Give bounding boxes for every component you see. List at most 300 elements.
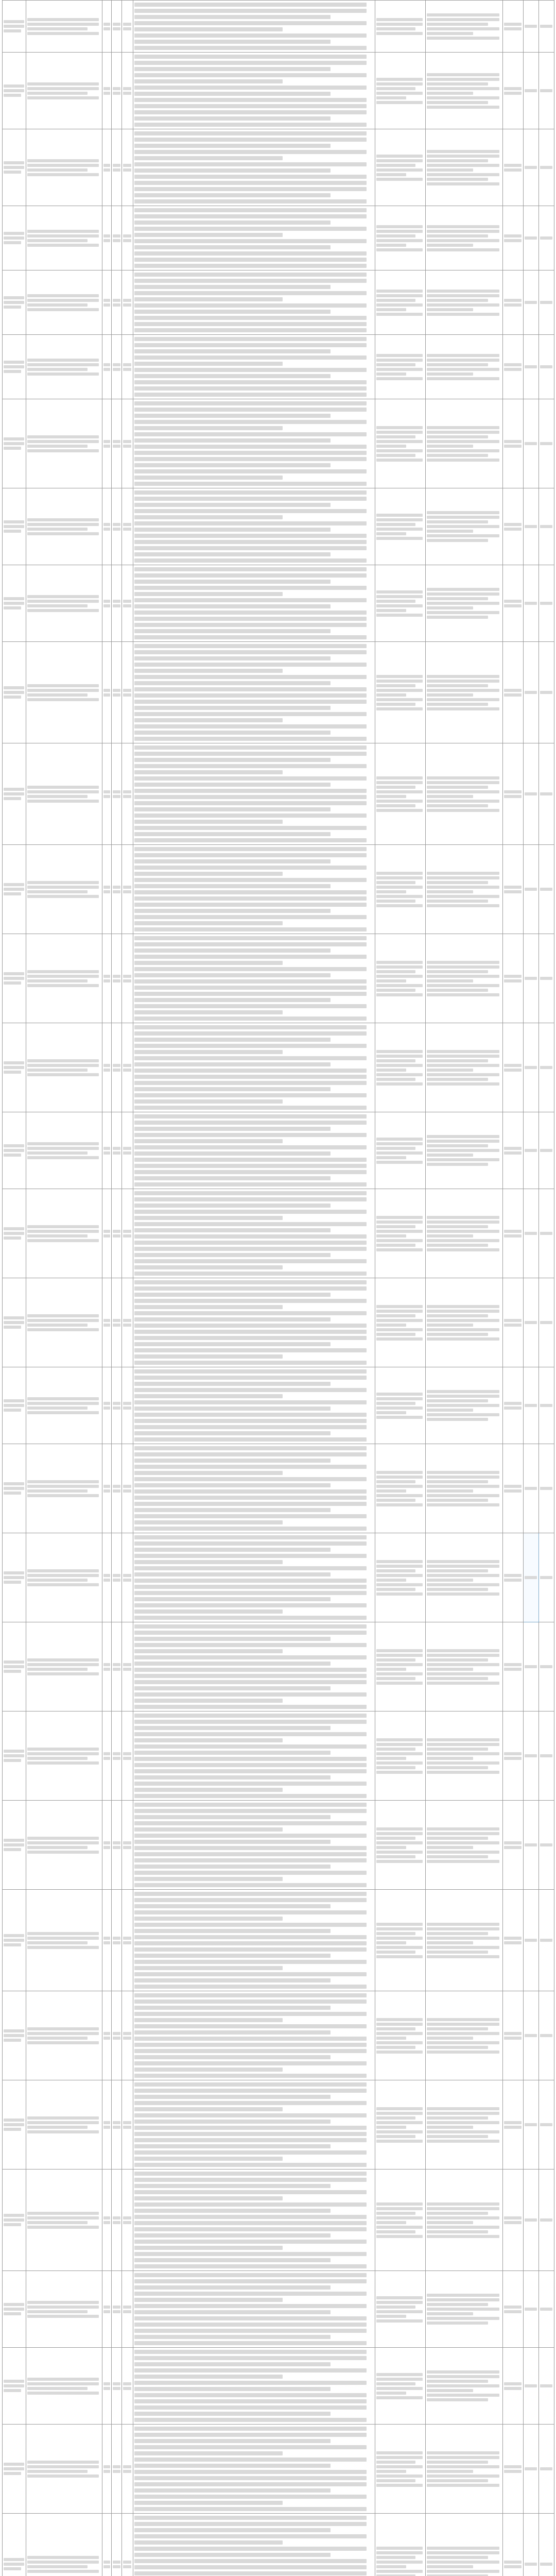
row-basis-cell [375, 2080, 426, 2170]
row-extra-cell [539, 565, 554, 642]
table-row [3, 2271, 554, 2348]
row-dept-cell [112, 565, 122, 642]
row-remark-cell [524, 2271, 539, 2348]
row-extra-cell [539, 53, 554, 129]
row-type-cell [122, 1189, 133, 1278]
row-dept-cell [112, 642, 122, 743]
row-type-cell [122, 1023, 133, 1112]
row-item-cell [26, 1711, 102, 1801]
row-extra-cell [539, 270, 554, 335]
row-code-cell [3, 1622, 26, 1711]
row-remark-cell [524, 488, 539, 565]
row-unit-cell [503, 1189, 524, 1278]
row-basis-cell [375, 1801, 426, 1890]
row-unit-cell [503, 845, 524, 934]
row-remark-cell [524, 2080, 539, 2170]
row-unit-cell [503, 2425, 524, 2514]
table-row [3, 399, 554, 488]
row-body-cell [133, 1801, 375, 1890]
row-body-cell [133, 1367, 375, 1444]
row-dept-cell [112, 2425, 122, 2514]
row-type-cell [122, 399, 133, 488]
row-unit-cell [503, 565, 524, 642]
row-extra-cell [539, 1991, 554, 2080]
row-type-cell [122, 53, 133, 129]
row-body-cell [133, 206, 375, 270]
row-unit-cell [503, 1023, 524, 1112]
table-row [3, 565, 554, 642]
row-type-cell [122, 934, 133, 1023]
table-row [3, 2170, 554, 2271]
row-code-cell [3, 2080, 26, 2170]
row-code-cell [3, 335, 26, 399]
row-item-cell [26, 2080, 102, 2170]
row-item-cell [26, 1991, 102, 2080]
row-code-cell [3, 1991, 26, 2080]
row-remark-cell [524, 2514, 539, 2576]
row-remark-cell [524, 206, 539, 270]
row-extra-cell [539, 2271, 554, 2348]
row-dept-cell [112, 2170, 122, 2271]
row-unit-cell [503, 1367, 524, 1444]
row-item-cell [26, 206, 102, 270]
row-remark-cell [524, 743, 539, 845]
row-sub-cell [102, 565, 112, 642]
row-resp-cell [426, 53, 503, 129]
row-dept-cell [112, 2348, 122, 2425]
row-dept-cell [112, 2514, 122, 2576]
row-dept-cell [112, 1801, 122, 1890]
row-extra-cell [539, 1801, 554, 1890]
row-dept-cell [112, 53, 122, 129]
table-body [3, 1, 554, 2576]
row-code-cell [3, 53, 26, 129]
row-remark-cell [524, 2170, 539, 2271]
row-resp-cell [426, 335, 503, 399]
row-remark-cell [524, 1112, 539, 1189]
row-basis-cell [375, 206, 426, 270]
row-body-cell [133, 335, 375, 399]
row-code-cell [3, 1801, 26, 1890]
table-row [3, 1, 554, 53]
row-remark-cell [524, 2348, 539, 2425]
table-row [3, 2348, 554, 2425]
row-remark-cell [524, 642, 539, 743]
table-row [3, 2080, 554, 2170]
table-row [3, 488, 554, 565]
row-body-cell [133, 1112, 375, 1189]
row-code-cell [3, 1, 26, 53]
row-type-cell [122, 2170, 133, 2271]
row-sub-cell [102, 1533, 112, 1622]
row-unit-cell [503, 335, 524, 399]
row-sub-cell [102, 2425, 112, 2514]
row-type-cell [122, 743, 133, 845]
row-code-cell [3, 845, 26, 934]
row-unit-cell [503, 1991, 524, 2080]
row-dept-cell [112, 399, 122, 488]
row-body-cell [133, 399, 375, 488]
row-dept-cell [112, 1278, 122, 1367]
row-item-cell [26, 1023, 102, 1112]
row-unit-cell [503, 206, 524, 270]
row-type-cell [122, 2514, 133, 2576]
row-extra-cell [539, 845, 554, 934]
row-sub-cell [102, 1711, 112, 1801]
row-code-cell [3, 270, 26, 335]
row-basis-cell [375, 1, 426, 53]
row-basis-cell [375, 1367, 426, 1444]
row-basis-cell [375, 2170, 426, 2271]
row-sub-cell [102, 2080, 112, 2170]
row-basis-cell [375, 1991, 426, 2080]
row-unit-cell [503, 2514, 524, 2576]
row-body-cell [133, 845, 375, 934]
row-code-cell [3, 206, 26, 270]
row-remark-cell [524, 1622, 539, 1711]
table-row [3, 270, 554, 335]
row-resp-cell [426, 1189, 503, 1278]
row-body-cell [133, 2348, 375, 2425]
row-unit-cell [503, 1444, 524, 1533]
row-code-cell [3, 743, 26, 845]
row-extra-cell [539, 1533, 554, 1622]
row-basis-cell [375, 1622, 426, 1711]
row-basis-cell [375, 565, 426, 642]
row-sub-cell [102, 1801, 112, 1890]
row-sub-cell [102, 1, 112, 53]
table-row [3, 642, 554, 743]
row-resp-cell [426, 2348, 503, 2425]
row-extra-cell [539, 2170, 554, 2271]
row-unit-cell [503, 1533, 524, 1622]
row-sub-cell [102, 129, 112, 206]
row-resp-cell [426, 1112, 503, 1189]
row-type-cell [122, 206, 133, 270]
row-extra-cell [539, 399, 554, 488]
row-body-cell [133, 1991, 375, 2080]
row-unit-cell [503, 1112, 524, 1189]
table-row [3, 743, 554, 845]
table-row [3, 1622, 554, 1711]
row-item-cell [26, 1801, 102, 1890]
row-remark-cell [524, 565, 539, 642]
row-type-cell [122, 2271, 133, 2348]
row-basis-cell [375, 1112, 426, 1189]
row-dept-cell [112, 1991, 122, 2080]
row-item-cell [26, 2514, 102, 2576]
row-unit-cell [503, 934, 524, 1023]
row-extra-cell [539, 1023, 554, 1112]
row-resp-cell [426, 206, 503, 270]
row-resp-cell [426, 743, 503, 845]
row-type-cell [122, 1367, 133, 1444]
row-extra-cell [539, 206, 554, 270]
row-code-cell [3, 565, 26, 642]
row-item-cell [26, 2425, 102, 2514]
row-type-cell [122, 488, 133, 565]
row-basis-cell [375, 1711, 426, 1801]
row-sub-cell [102, 1622, 112, 1711]
row-body-cell [133, 1023, 375, 1112]
row-item-cell [26, 270, 102, 335]
row-remark-cell [524, 1278, 539, 1367]
row-type-cell [122, 1, 133, 53]
row-unit-cell [503, 2170, 524, 2271]
row-body-cell [133, 1, 375, 53]
row-resp-cell [426, 1711, 503, 1801]
row-unit-cell [503, 488, 524, 565]
row-body-cell [133, 1278, 375, 1367]
row-basis-cell [375, 2514, 426, 2576]
row-code-cell [3, 1533, 26, 1622]
row-sub-cell [102, 1189, 112, 1278]
row-extra-cell [539, 1367, 554, 1444]
row-sub-cell [102, 206, 112, 270]
row-dept-cell [112, 1367, 122, 1444]
row-type-cell [122, 129, 133, 206]
row-basis-cell [375, 335, 426, 399]
row-resp-cell [426, 2170, 503, 2271]
row-remark-cell [524, 1444, 539, 1533]
row-dept-cell [112, 335, 122, 399]
row-resp-cell [426, 129, 503, 206]
row-dept-cell [112, 1444, 122, 1533]
row-code-cell [3, 1189, 26, 1278]
row-code-cell [3, 2425, 26, 2514]
row-resp-cell [426, 1622, 503, 1711]
row-sub-cell [102, 488, 112, 565]
row-dept-cell [112, 743, 122, 845]
row-item-cell [26, 2170, 102, 2271]
row-unit-cell [503, 1801, 524, 1890]
table-row [3, 1890, 554, 1991]
row-basis-cell [375, 2271, 426, 2348]
row-sub-cell [102, 2170, 112, 2271]
row-extra-cell [539, 488, 554, 565]
row-body-cell [133, 270, 375, 335]
row-dept-cell [112, 2271, 122, 2348]
table-row [3, 1189, 554, 1278]
row-basis-cell [375, 1890, 426, 1991]
row-dept-cell [112, 845, 122, 934]
table-row [3, 1278, 554, 1367]
row-code-cell [3, 642, 26, 743]
row-body-cell [133, 2271, 375, 2348]
row-item-cell [26, 2348, 102, 2425]
row-extra-cell [539, 129, 554, 206]
row-basis-cell [375, 2348, 426, 2425]
row-extra-cell [539, 2348, 554, 2425]
row-item-cell [26, 934, 102, 1023]
row-basis-cell [375, 1189, 426, 1278]
row-item-cell [26, 1444, 102, 1533]
row-remark-cell [524, 270, 539, 335]
row-sub-cell [102, 743, 112, 845]
row-unit-cell [503, 1278, 524, 1367]
row-remark-cell [524, 1890, 539, 1991]
row-basis-cell [375, 642, 426, 743]
row-code-cell [3, 129, 26, 206]
row-dept-cell [112, 129, 122, 206]
row-resp-cell [426, 488, 503, 565]
row-body-cell [133, 1622, 375, 1711]
row-code-cell [3, 1278, 26, 1367]
row-body-cell [133, 2080, 375, 2170]
row-unit-cell [503, 642, 524, 743]
row-type-cell [122, 642, 133, 743]
row-dept-cell [112, 488, 122, 565]
row-remark-cell [524, 399, 539, 488]
row-body-cell [133, 1890, 375, 1991]
row-unit-cell [503, 743, 524, 845]
row-code-cell [3, 2271, 26, 2348]
row-remark-cell [524, 335, 539, 399]
row-resp-cell [426, 934, 503, 1023]
row-basis-cell [375, 743, 426, 845]
row-item-cell [26, 1533, 102, 1622]
row-code-cell [3, 1890, 26, 1991]
row-sub-cell [102, 934, 112, 1023]
row-extra-cell [539, 1278, 554, 1367]
row-remark-cell [524, 1, 539, 53]
row-type-cell [122, 2080, 133, 2170]
table-row [3, 1112, 554, 1189]
row-type-cell [122, 1801, 133, 1890]
row-resp-cell [426, 2425, 503, 2514]
row-item-cell [26, 335, 102, 399]
row-item-cell [26, 642, 102, 743]
row-extra-cell [539, 335, 554, 399]
row-sub-cell [102, 1367, 112, 1444]
row-code-cell [3, 399, 26, 488]
row-code-cell [3, 1112, 26, 1189]
row-dept-cell [112, 270, 122, 335]
row-extra-cell [539, 642, 554, 743]
row-item-cell [26, 743, 102, 845]
row-extra-cell [539, 1189, 554, 1278]
row-resp-cell [426, 399, 503, 488]
row-sub-cell [102, 845, 112, 934]
table-row [3, 845, 554, 934]
row-basis-cell [375, 129, 426, 206]
row-resp-cell [426, 565, 503, 642]
row-extra-cell [539, 1112, 554, 1189]
row-dept-cell [112, 1622, 122, 1711]
row-sub-cell [102, 1278, 112, 1367]
row-item-cell [26, 1278, 102, 1367]
table-row [3, 2514, 554, 2576]
row-item-cell [26, 1622, 102, 1711]
row-remark-cell [524, 1367, 539, 1444]
row-dept-cell [112, 1, 122, 53]
row-type-cell [122, 1444, 133, 1533]
row-dept-cell [112, 2080, 122, 2170]
table-row [3, 1991, 554, 2080]
row-dept-cell [112, 1890, 122, 1991]
row-resp-cell [426, 1801, 503, 1890]
row-basis-cell [375, 934, 426, 1023]
table-row [3, 1444, 554, 1533]
table-row [3, 335, 554, 399]
row-type-cell [122, 1890, 133, 1991]
table-row [3, 1023, 554, 1112]
row-type-cell [122, 2425, 133, 2514]
row-type-cell [122, 1991, 133, 2080]
row-sub-cell [102, 2271, 112, 2348]
row-sub-cell [102, 270, 112, 335]
row-remark-cell [524, 53, 539, 129]
row-type-cell [122, 1112, 133, 1189]
row-remark-cell [524, 934, 539, 1023]
row-extra-cell [539, 1, 554, 53]
row-unit-cell [503, 129, 524, 206]
row-body-cell [133, 1189, 375, 1278]
row-item-cell [26, 1189, 102, 1278]
row-code-cell [3, 1711, 26, 1801]
row-body-cell [133, 53, 375, 129]
row-basis-cell [375, 53, 426, 129]
row-code-cell [3, 1023, 26, 1112]
row-item-cell [26, 845, 102, 934]
row-type-cell [122, 270, 133, 335]
row-sub-cell [102, 2514, 112, 2576]
row-unit-cell [503, 53, 524, 129]
row-code-cell [3, 934, 26, 1023]
row-item-cell [26, 129, 102, 206]
row-resp-cell [426, 1367, 503, 1444]
row-type-cell [122, 1533, 133, 1622]
row-code-cell [3, 2348, 26, 2425]
row-extra-cell [539, 2514, 554, 2576]
row-extra-cell [539, 1444, 554, 1533]
table-row [3, 129, 554, 206]
row-sub-cell [102, 53, 112, 129]
row-item-cell [26, 53, 102, 129]
table-row [3, 2425, 554, 2514]
row-resp-cell [426, 1991, 503, 2080]
row-item-cell [26, 1367, 102, 1444]
row-item-cell [26, 1, 102, 53]
row-extra-cell [539, 2425, 554, 2514]
row-basis-cell [375, 270, 426, 335]
row-item-cell [26, 2271, 102, 2348]
row-resp-cell [426, 1278, 503, 1367]
row-remark-cell [524, 1711, 539, 1801]
row-code-cell [3, 1367, 26, 1444]
row-basis-cell [375, 1533, 426, 1622]
row-dept-cell [112, 1711, 122, 1801]
row-dept-cell [112, 1112, 122, 1189]
row-code-cell [3, 2514, 26, 2576]
row-resp-cell [426, 1533, 503, 1622]
row-resp-cell [426, 2080, 503, 2170]
row-body-cell [133, 2170, 375, 2271]
row-remark-cell [524, 129, 539, 206]
row-item-cell [26, 399, 102, 488]
row-extra-cell [539, 743, 554, 845]
row-type-cell [122, 1622, 133, 1711]
row-dept-cell [112, 206, 122, 270]
row-dept-cell [112, 1533, 122, 1622]
row-remark-cell [524, 1023, 539, 1112]
row-item-cell [26, 1890, 102, 1991]
row-body-cell [133, 2514, 375, 2576]
row-resp-cell [426, 2271, 503, 2348]
table-row [3, 934, 554, 1023]
row-type-cell [122, 335, 133, 399]
row-remark-cell [524, 1991, 539, 2080]
